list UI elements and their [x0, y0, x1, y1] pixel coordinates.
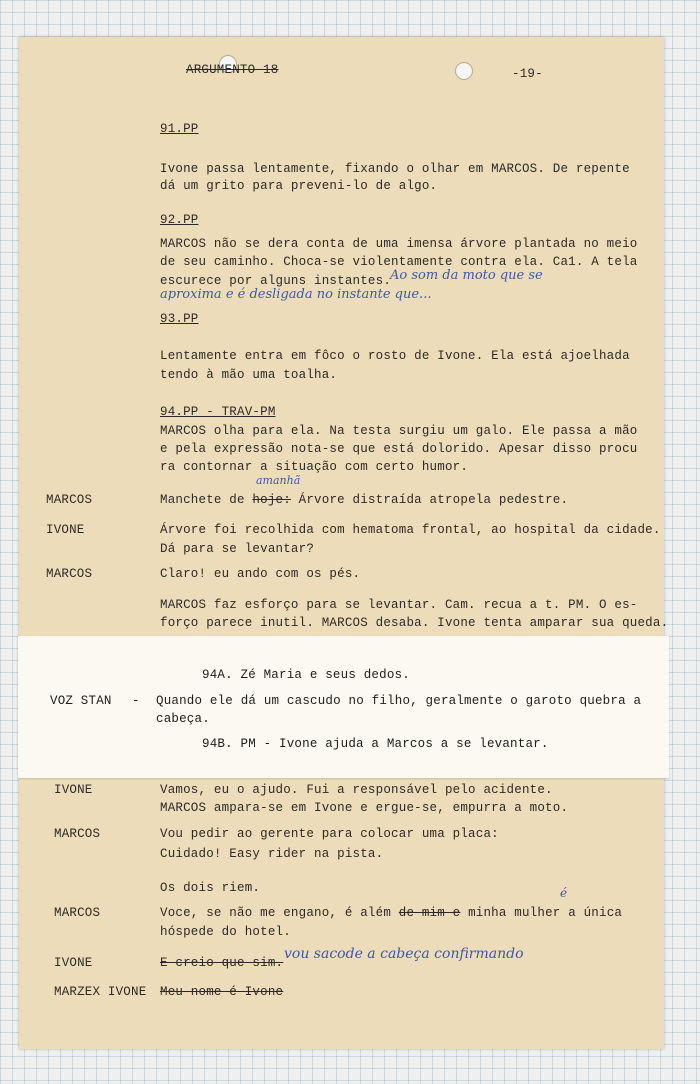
scene-heading: 93.PP: [160, 312, 199, 326]
scene-heading: 94.PP - TRAV-PM: [160, 405, 276, 419]
dialogue-line: MARCOS ampara-se em Ivone e ergue-se, empurra a moto.: [160, 801, 569, 815]
speaker-name: VOZ STAN: [50, 694, 112, 708]
dialogue-line: Vamos, eu o ajudo. Fui a responsável pelo acidente.: [160, 783, 553, 797]
scene-text: de seu caminho. Choca-se violentamente contra ela. Ca1. A tela: [160, 255, 638, 269]
scene-text: Lentamente entra em fôco o rosto de Ivone. Ela está ajoelhada: [160, 349, 630, 363]
scene-heading: 91.PP: [160, 122, 199, 136]
scene-text: MARCOS faz esforço para se levantar. Cam. recua a t. PM. O es-: [160, 598, 638, 612]
speaker-name: MARCOS: [46, 493, 93, 507]
scene-text: dá um grito para preveni-lo de algo.: [160, 179, 438, 193]
speaker-name: IVONE: [54, 956, 93, 970]
speaker-name: MARCOS: [46, 567, 93, 581]
pasted-insert: [18, 636, 669, 778]
dialogue-line: Árvore foi recolhida com hematoma frontal, ao hospital da cidade.: [160, 523, 661, 537]
dialogue-line: cabeça.: [156, 712, 210, 726]
dialogue-line: Quando ele dá um cascudo no filho, geralmente o garoto quebra a: [156, 694, 642, 708]
dialogue-line: Voce, se não me engano, é além de mim e minha mulher a única: [160, 906, 623, 920]
speaker-name: MARCOS: [54, 906, 101, 920]
page-number: -19-: [512, 67, 543, 81]
scene-text: Os dois riem.: [160, 881, 261, 895]
dialogue-line: Meu nome é Ivone: [160, 985, 284, 999]
dialogue-line: Cuidado! Easy rider na pista.: [160, 847, 384, 861]
speaker-name: MARZEX IVONE: [54, 985, 147, 999]
scene-text: tendo à mão uma toalha.: [160, 368, 338, 382]
handwritten-note: Ao som da moto que se: [390, 268, 543, 283]
dialogue-line: hóspede do hotel.: [160, 925, 291, 939]
scene-text: escurece por alguns instantes.: [160, 274, 392, 288]
dialogue-line: Dá para se levantar?: [160, 542, 315, 556]
scene-text: MARCOS não se dera conta de uma imensa árvore plantada no meio: [160, 237, 638, 251]
scene-text: Ivone passa lentamente, fixando o olhar em MARCOS. De repente: [160, 162, 630, 176]
handwritten-note: é: [560, 886, 568, 900]
dialogue-line: Manchete de hoje: Árvore distraída atropela pedestre.: [160, 493, 569, 507]
handwritten-note: vou sacode a cabeça confirmando: [284, 946, 524, 962]
scene-text: ra contornar a situação com certo humor.: [160, 460, 469, 474]
page-header-title: ARGUMENTO 18: [186, 63, 279, 77]
scene-heading: 94A. Zé Maria e seus dedos.: [202, 668, 410, 682]
scene-text: e pela expressão nota-se que está dolorido. Apesar disso procu: [160, 442, 638, 456]
scene-text: MARCOS olha para ela. Na testa surgiu um galo. Ele passa a mão: [160, 424, 638, 438]
dialogue-line: Claro! eu ando com os pés.: [160, 567, 361, 581]
speaker-name: MARCOS: [54, 827, 101, 841]
scene-heading: 92.PP: [160, 213, 199, 227]
scene-text: forço parece inutil. MARCOS desaba. Ivone tenta amparar sua queda.: [160, 616, 669, 630]
speaker-name: IVONE: [54, 783, 93, 797]
punch-hole: [455, 62, 473, 80]
dialogue-line: E creio que sim.: [160, 956, 284, 970]
scene-heading: 94B. PM - Ivone ajuda a Marcos a se levantar.: [202, 737, 549, 751]
handwritten-note: aproxima e é desligada no instante que...: [160, 287, 432, 302]
dialogue-dash: -: [132, 694, 140, 708]
speaker-name: IVONE: [46, 523, 85, 537]
dialogue-line: Vou pedir ao gerente para colocar uma placa:: [160, 827, 499, 841]
handwritten-note: amanhã: [256, 474, 301, 487]
